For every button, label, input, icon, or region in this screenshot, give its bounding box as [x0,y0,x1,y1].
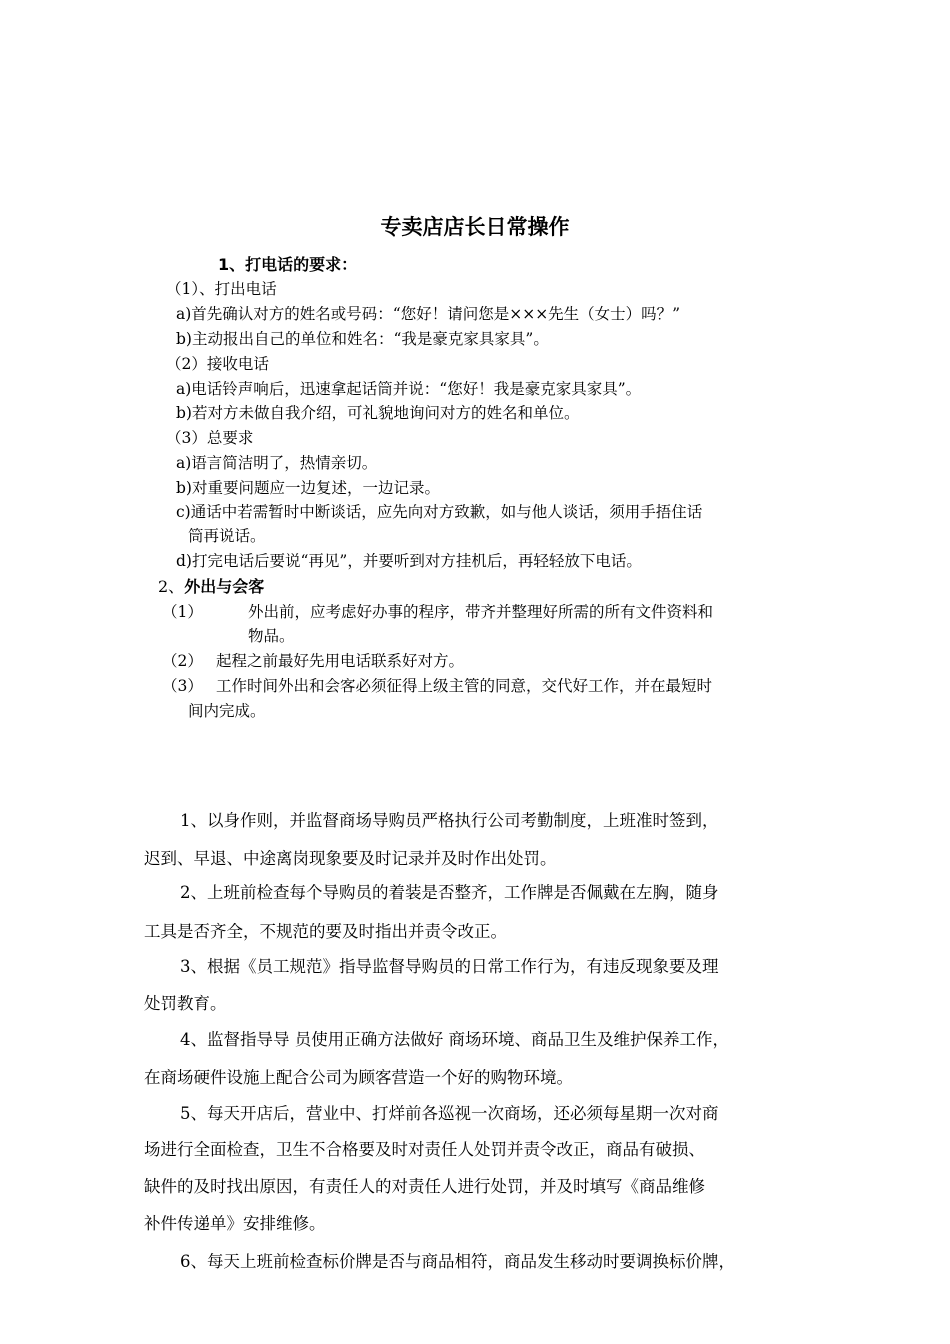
outing-num-2: （2） [162,652,203,670]
outing-item-1-cont: 物品。 [248,627,295,645]
outing-item-3-cont: 间内完成。 [188,702,266,720]
section-heading-num: 2、 [158,577,185,596]
duty-5-cont-1: 场进行全面检查，卫生不合格要及时对责任人处罚并责令改正，商品有破损、 [144,1140,705,1159]
duty-3-cont: 处罚教育。 [144,994,227,1013]
duty-5-cont-3: 补件传递单》安排维修。 [144,1214,326,1233]
duty-2: 2、上班前检查每个导购员的着装是否整齐，工作牌是否佩戴在左胸，随身 [180,883,719,902]
section-heading-text: 外出与会客 [184,577,265,596]
outgoing-item-a: a)首先确认对方的姓名或号码：“您好！请问您是×××先生（女士）吗？” [176,305,681,323]
subheading-incoming-call: （2）接收电话 [166,355,269,373]
outing-item-1: 外出前，应考虑好办事的程序，带齐并整理好所需的所有文件资料和 [248,603,714,621]
section-heading-phone: 1、打电话的要求： [218,255,358,274]
duty-5-cont-2: 缺件的及时找出原因，有责任人的对责任人进行处罚，并及时填写《商品维修 [144,1177,705,1196]
outing-num-1: （1） [162,603,203,621]
duty-1: 1、以身作则，并监督商场导购员严格执行公司考勤制度，上班准时签到， [180,811,719,830]
general-item-c: c)通话中若需暂时中断谈话，应先向对方致歉，如与他人谈话，须用手捂住话 [176,503,703,521]
incoming-item-a: a)电话铃声响后，迅速拿起话筒并说：“您好！我是豪克家具家具”。 [176,380,642,398]
outing-item-3: 工作时间外出和会客必须征得上级主管的同意，交代好工作，并在最短时 [216,677,713,695]
general-item-c-cont: 筒再说话。 [188,527,266,545]
duty-3: 3、根据《员工规范》指导监督导购员的日常工作行为，有违反现象要及理 [180,957,719,976]
outing-item-2: 起程之前最好先用电话联系好对方。 [216,652,465,670]
general-item-d: d)打完电话后要说“再见”，并要听到对方挂机后，再轻轻放下电话。 [176,552,642,570]
outing-num-3: （3） [162,677,203,695]
duty-2-cont: 工具是否齐全，不规范的要及时指出并责令改正。 [144,922,507,941]
document-title: 专卖店店长日常操作 [380,215,570,239]
outgoing-item-b: b)主动报出自己的单位和姓名：“我是豪克家具家具”。 [176,330,549,348]
duty-6: 6、每天上班前检查标价牌是否与商品相符，商品发生移动时要调换标价牌， [180,1252,735,1271]
incoming-item-b: b)若对方未做自我介绍，可礼貌地询问对方的姓名和单位。 [176,404,580,422]
duty-4: 4、监督指导导 员使用正确方法做好 商场环境、商品卫生及维护保养工作， [180,1030,729,1049]
subheading-general: （3）总要求 [166,429,254,447]
duty-4-cont: 在商场硬件设施上配合公司为顾客营造一个好的购物环境。 [144,1068,573,1087]
section-heading-outing [158,574,264,599]
duty-5: 5、每天开店后，营业中、打烊前各巡视一次商场，还必须每星期一次对商 [180,1104,719,1123]
subheading-outgoing-call: （1）、打出电话 [166,280,277,298]
general-item-b: b)对重要问题应一边复述，一边记录。 [176,479,440,497]
general-item-a: a)语言简洁明了，热情亲切。 [176,454,378,472]
duty-1-cont: 迟到、早退、中途离岗现象要及时记录并及时作出处罚。 [144,849,557,868]
